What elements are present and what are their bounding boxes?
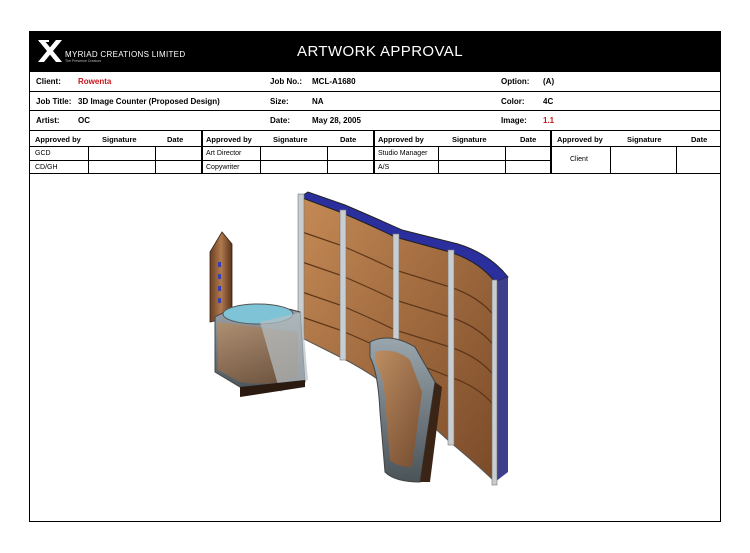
size-label: Size: (270, 97, 289, 106)
date-header: Date (167, 135, 184, 144)
approver-as: A/S (378, 164, 390, 171)
artist-label: Artist: (36, 116, 60, 125)
counter-display-artwork (190, 182, 570, 512)
page-title: ARTWORK APPROVAL (297, 43, 463, 60)
approvals-table (30, 130, 720, 174)
image-value: 1.1 (543, 116, 555, 125)
approval-group-4 (552, 131, 720, 174)
artist-value: OC (78, 116, 90, 125)
approver-art-director: Art Director (206, 150, 242, 157)
approval-group-2 (203, 131, 373, 174)
jobtitle-value: 3D Image Counter (Proposed Design) (78, 97, 220, 106)
company-name: MYRIAD CREATIONS LIMITED (65, 50, 186, 59)
info-row-client (30, 71, 720, 91)
myriad-x-logo-icon (37, 38, 63, 64)
approver-client: Client (570, 156, 588, 163)
option-label: Option: (501, 77, 530, 86)
color-label: Color: (501, 97, 525, 106)
tower-counter (210, 232, 308, 397)
approved-by-header: Approved by (557, 135, 603, 144)
date-label: Date: (270, 116, 291, 125)
date-header: Date (520, 135, 537, 144)
approver-copywriter: Copywriter (206, 164, 240, 171)
color-value: 4C (543, 97, 554, 106)
info-row-artist (30, 110, 720, 130)
approver-gcd: GCD (35, 150, 51, 157)
signature-header: Signature (273, 135, 308, 144)
jobtitle-label: Job Title: (36, 97, 72, 106)
approval-sheet (29, 31, 721, 522)
company-logo (37, 38, 187, 66)
client-value: Rowenta (78, 77, 112, 86)
approval-group-3 (375, 131, 550, 174)
date-header: Date (691, 135, 708, 144)
company-tagline: The Presence Creators (65, 59, 102, 63)
date-header: Date (340, 135, 357, 144)
approved-by-header: Approved by (206, 135, 252, 144)
approved-by-header: Approved by (378, 135, 424, 144)
client-label: Client: (36, 77, 61, 86)
signature-header: Signature (627, 135, 662, 144)
jobno-value: MCL-A1680 (312, 77, 356, 86)
signature-header: Signature (102, 135, 137, 144)
approved-by-header: Approved by (35, 135, 81, 144)
approver-studio-manager: Studio Manager (378, 150, 428, 157)
approver-cdgh: CD/GH (35, 164, 58, 171)
date-value: May 28, 2005 (312, 116, 361, 125)
image-label: Image: (501, 116, 527, 125)
size-value: NA (312, 97, 324, 106)
header-bar (30, 32, 720, 71)
approval-group-1 (30, 131, 201, 174)
option-value: (A) (543, 77, 555, 86)
info-row-jobtitle (30, 91, 720, 111)
jobno-label: Job No.: (270, 77, 302, 86)
signature-header: Signature (452, 135, 487, 144)
